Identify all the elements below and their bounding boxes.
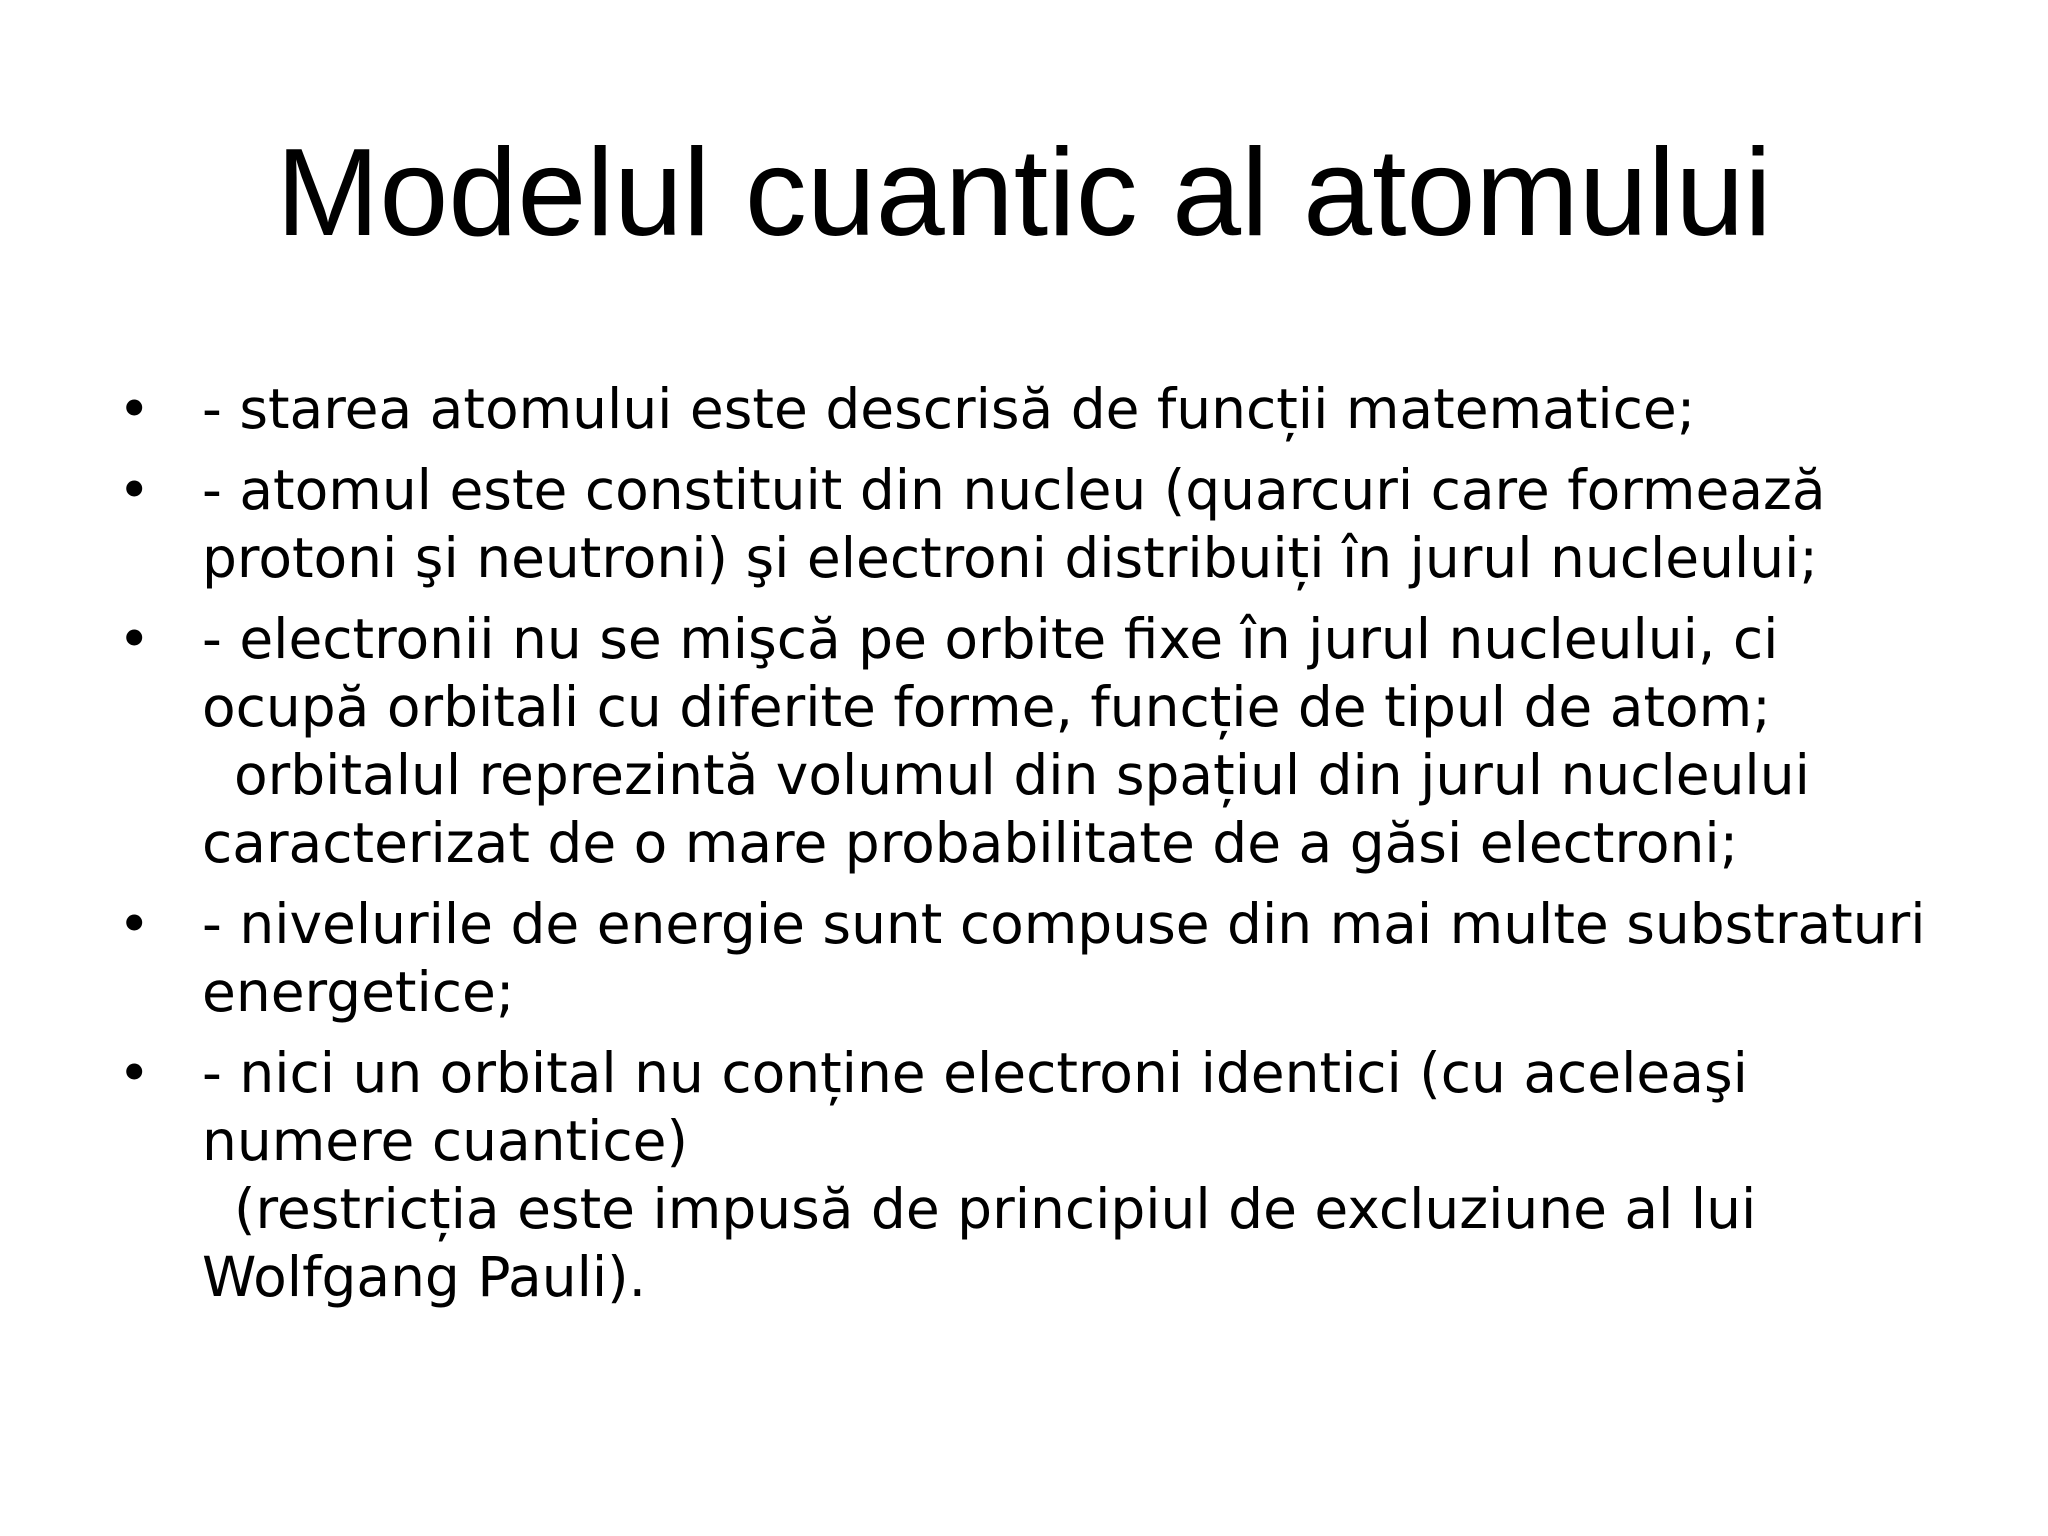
bullet-text-line: (restricția este impusă de principiul de excluziune al lui [234, 1177, 1757, 1241]
bullet-text-line: Wolfgang Pauli). [202, 1245, 647, 1309]
bullet-text-line: ocupă orbitali cu diferite forme, funcție de tipul de atom; [202, 675, 1771, 739]
bullet-item [118, 605, 1948, 877]
bullet-text-line: - electronii nu se mişcă pe orbite fixe în jurul nucleului, ci [202, 607, 1779, 671]
bullet-icon: • [118, 892, 151, 956]
bullet-text-line: caracterizat de o mare probabilitate de a găsi electroni; [202, 811, 1739, 875]
bullet-icon: • [118, 458, 151, 522]
bullet-item [118, 1039, 1948, 1311]
bullet-text-line: orbitalul reprezintă volumul din spațiul din jurul nucleului [234, 743, 1810, 807]
slide-title: Modelul cuantic al atomului [276, 124, 1772, 262]
bullet-icon: • [118, 1041, 151, 1105]
bullet-text-line: energetice; [202, 960, 515, 1024]
bullet-icon: • [118, 377, 151, 441]
bullet-text-line: - nivelurile de energie sunt compuse din mai multe substraturi [202, 892, 1926, 956]
bullet-list [118, 375, 1948, 1324]
bullet-item [118, 890, 1948, 1026]
bullet-text-line: protoni şi neutroni) şi electroni distribuiți în jurul nucleului; [202, 526, 1818, 590]
bullet-text-line: numere cuantice) [202, 1109, 688, 1173]
bullet-text-line: - starea atomului este descrisă de funcții matematice; [202, 377, 1696, 441]
bullet-text-line: - nici un orbital nu conține electroni identici (cu aceleaşi [202, 1041, 1748, 1105]
bullet-text-line: - atomul este constituit din nucleu (quarcuri care formează [202, 458, 1826, 522]
bullet-item [118, 456, 1948, 592]
bullet-item [118, 375, 1948, 443]
bullet-icon: • [118, 607, 151, 671]
